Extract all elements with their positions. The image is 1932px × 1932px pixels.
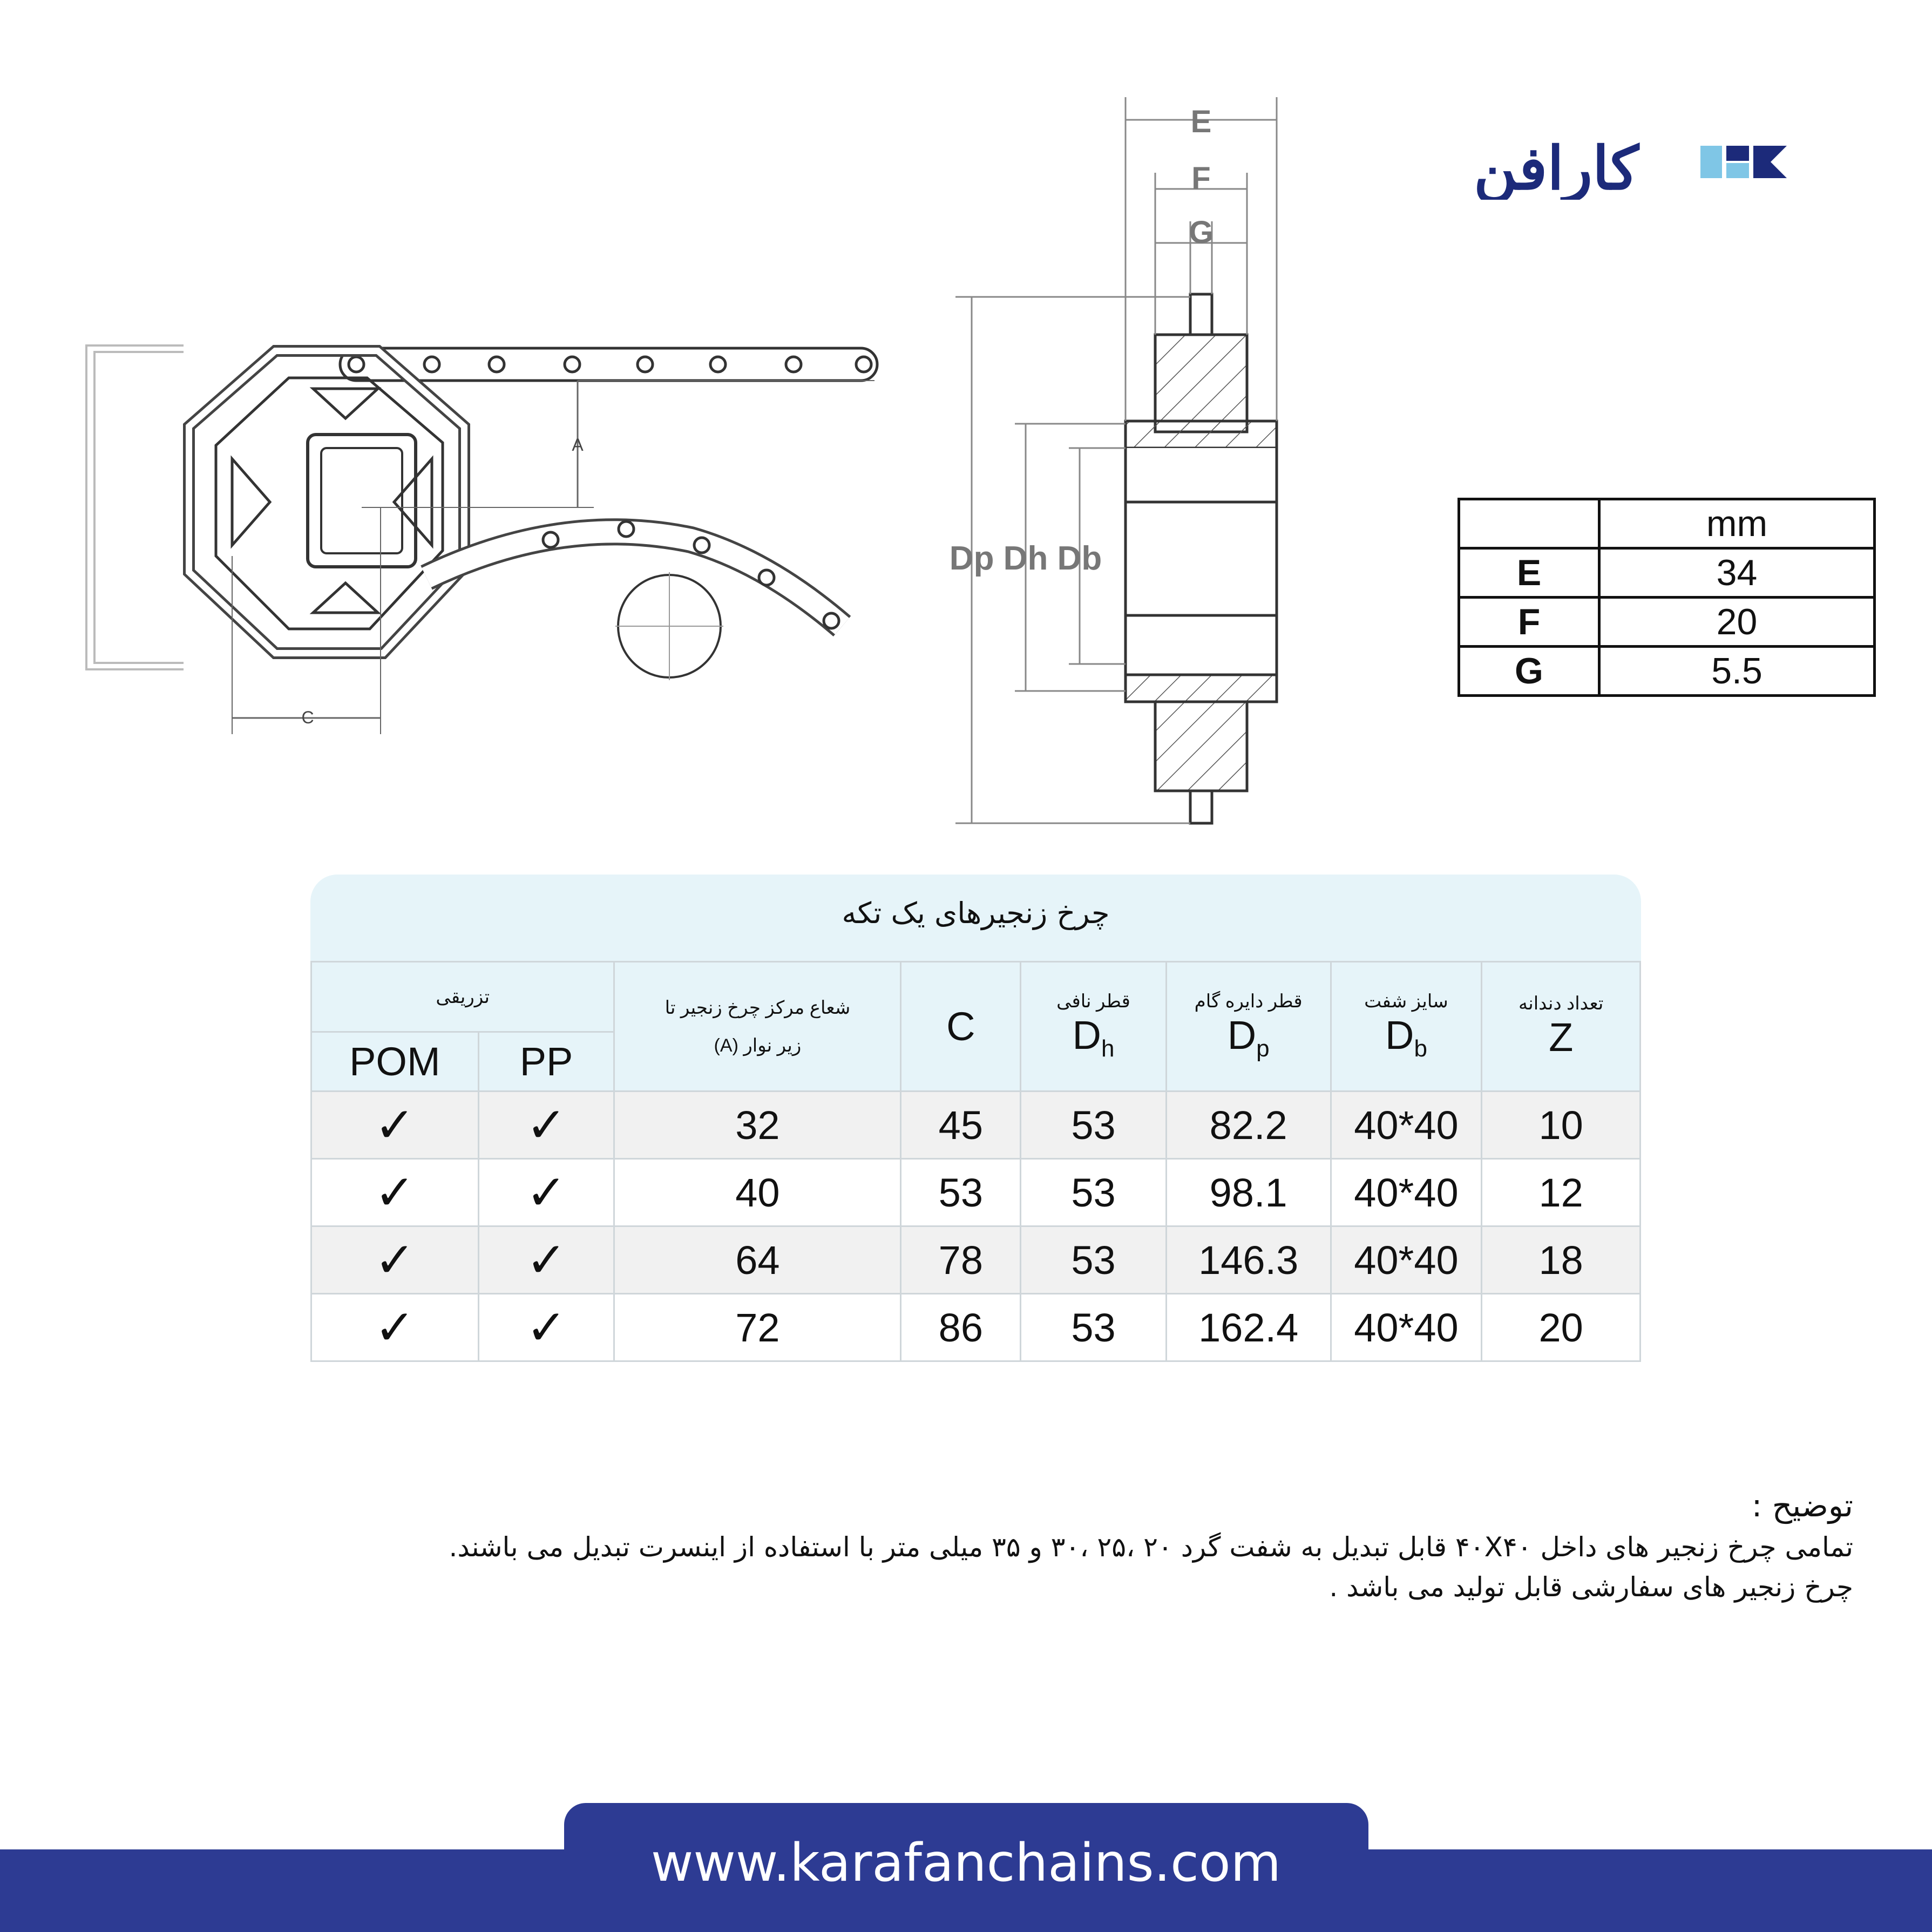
header-pom: POM xyxy=(349,1039,440,1084)
dim-header-empty xyxy=(1459,499,1599,548)
cell-dh: 53 xyxy=(1021,1092,1167,1159)
dim-label: F xyxy=(1459,598,1599,647)
header-injection: تزریقی xyxy=(436,986,490,1007)
cell-a: 72 xyxy=(614,1294,901,1361)
dim-value: 5.5 xyxy=(1599,647,1875,696)
dim-row xyxy=(1459,598,1875,647)
dim-header-row xyxy=(1459,499,1875,548)
cell-dp: 162.4 xyxy=(1166,1294,1331,1361)
header-pitch: قطر دایره گام xyxy=(1194,991,1303,1012)
header-pitch-sym: D xyxy=(1227,1013,1257,1057)
table-row xyxy=(311,1092,1640,1159)
dimension-table xyxy=(1458,498,1876,697)
side-view-drawing xyxy=(934,97,1312,831)
description xyxy=(288,1487,1853,1607)
spec-header-row xyxy=(311,962,1640,1032)
dim-row xyxy=(1459,548,1875,598)
cell-c: 86 xyxy=(901,1294,1021,1361)
description-line-2: چرخ زنجیر های سفارشی قابل تولید می باشد . xyxy=(1329,1571,1853,1603)
side-label-e: E xyxy=(1190,104,1212,139)
check-icon: ✓ xyxy=(374,1231,416,1289)
cell-db: 40*40 xyxy=(1331,1092,1482,1159)
header-hub-sym: D xyxy=(1072,1013,1101,1057)
description-heading: توضیح : xyxy=(1751,1487,1853,1524)
header-pitch-sub: p xyxy=(1256,1035,1270,1062)
cell-z: 18 xyxy=(1482,1226,1640,1294)
cell-a: 32 xyxy=(614,1092,901,1159)
spec-table-card xyxy=(310,875,1641,1366)
dim-unit: mm xyxy=(1599,499,1875,548)
check-icon: ✓ xyxy=(526,1299,567,1356)
check-icon: ✓ xyxy=(374,1299,416,1356)
front-view-drawing xyxy=(76,318,907,745)
dim-label: G xyxy=(1459,647,1599,696)
table-row xyxy=(311,1226,1640,1294)
check-icon: ✓ xyxy=(374,1164,416,1221)
header-shaft: سایز شفت xyxy=(1364,991,1448,1012)
header-teeth: تعداد دندانه xyxy=(1519,993,1604,1014)
front-label-c: C xyxy=(301,708,314,727)
dim-value: 34 xyxy=(1599,548,1875,598)
side-label-f: F xyxy=(1191,161,1211,196)
check-icon: ✓ xyxy=(526,1164,567,1221)
header-shaft-sym: D xyxy=(1385,1013,1414,1057)
cell-z: 12 xyxy=(1482,1159,1640,1226)
header-shaft-sub: b xyxy=(1414,1035,1427,1062)
check-icon: ✓ xyxy=(526,1096,567,1154)
spec-title: چرخ زنجیرهای یک تکه xyxy=(842,896,1110,930)
check-icon: ✓ xyxy=(526,1231,567,1289)
header-teeth-sym: Z xyxy=(1549,1015,1574,1060)
cell-z: 20 xyxy=(1482,1294,1640,1361)
cell-dh: 53 xyxy=(1021,1294,1167,1361)
header-hub: قطر نافی xyxy=(1056,991,1130,1012)
side-label-diameters: Dp Dh Db xyxy=(949,540,1102,577)
dim-value: 20 xyxy=(1599,598,1875,647)
header-hub-sub: h xyxy=(1101,1035,1115,1062)
cell-dp: 82.2 xyxy=(1166,1092,1331,1159)
cell-db: 40*40 xyxy=(1331,1294,1482,1361)
cell-c: 45 xyxy=(901,1092,1021,1159)
header-pp: PP xyxy=(519,1039,573,1084)
cell-db: 40*40 xyxy=(1331,1226,1482,1294)
cell-dh: 53 xyxy=(1021,1159,1167,1226)
dim-row xyxy=(1459,647,1875,696)
cell-dp: 98.1 xyxy=(1166,1159,1331,1226)
check-icon: ✓ xyxy=(374,1096,416,1154)
cell-db: 40*40 xyxy=(1331,1159,1482,1226)
front-label-a: A xyxy=(572,435,584,455)
cell-c: 78 xyxy=(901,1226,1021,1294)
cell-z: 10 xyxy=(1482,1092,1640,1159)
dim-label: E xyxy=(1459,548,1599,598)
logo-mark-icon xyxy=(1700,146,1787,178)
website-link[interactable]: www.karafanchains.com xyxy=(650,1833,1282,1893)
brand-logo xyxy=(1468,135,1792,200)
table-row xyxy=(311,1294,1640,1361)
side-label-g: G xyxy=(1189,215,1214,250)
cell-c: 53 xyxy=(901,1159,1021,1226)
spec-table xyxy=(310,961,1641,1362)
header-radius-line1: شعاع مرکز چرخ زنجیر تا xyxy=(665,997,851,1018)
header-radius-line2: زیر نوار (A) xyxy=(714,1035,802,1056)
description-line-1: تمامی چرخ زنجیر های داخل ۴۰X۴۰ قابل تبدیل به شفت گرد ۲۰ ،۲۵ ،۳۰ و ۳۵ میلی متر با استفاده از اینسرت تبدیل می باشند. xyxy=(449,1531,1853,1563)
header-c: C xyxy=(946,1004,975,1049)
table-row xyxy=(311,1159,1640,1226)
logo-text: کارافن xyxy=(1474,135,1639,200)
cell-dh: 53 xyxy=(1021,1226,1167,1294)
cell-a: 64 xyxy=(614,1226,901,1294)
cell-a: 40 xyxy=(614,1159,901,1226)
cell-dp: 146.3 xyxy=(1166,1226,1331,1294)
